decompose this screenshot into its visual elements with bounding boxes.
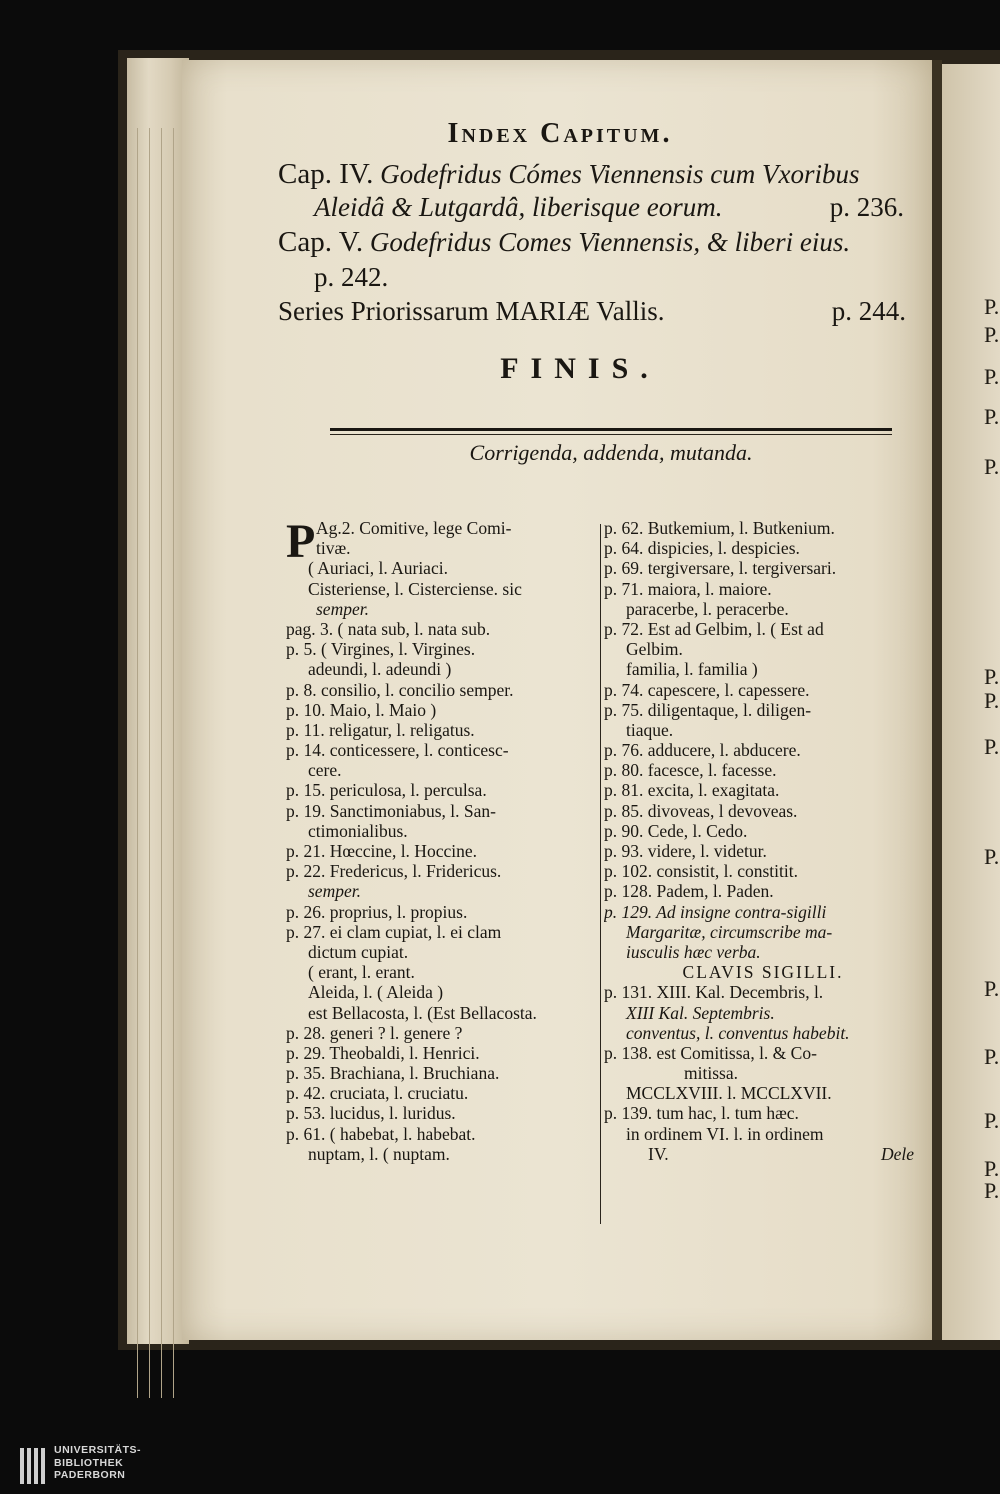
errata-line: familia, l. familia ) — [626, 659, 758, 680]
toc-chapter-number: Cap. IV. — [278, 158, 374, 190]
errata-line: Margaritæ, circumscribe ma- — [626, 921, 833, 942]
errata-line: p. 138. est Comitissa, l. & Co- — [604, 1042, 817, 1063]
errata-line: p. 90. Cede, l. Cedo. — [604, 820, 748, 841]
library-emblem-icon — [18, 1444, 50, 1488]
finis-heading: FINIS. — [500, 352, 660, 385]
toc-page-number: p. 244. — [831, 296, 906, 326]
errata-line: Cisteriense, l. Cisterciense. sic — [308, 578, 522, 599]
toc-chapter-title: Aleidâ & Lutgardâ, liberisque eorum. — [314, 192, 723, 222]
facing-page-fragment: P. — [984, 1044, 1000, 1069]
errata-line: mitissa. — [684, 1063, 738, 1084]
library-name — [54, 1444, 141, 1482]
errata-line: p. 22. Fredericus, l. Fridericus. — [286, 861, 502, 882]
errata-line: p. 75. diligentaque, l. diligen- — [604, 699, 812, 720]
facing-page-fragment: P. — [984, 734, 1000, 759]
errata-line: p. 35. Brachiana, l. Bruchiana. — [286, 1063, 500, 1084]
errata-line: p. 139. tum hac, l. tum hæc. — [604, 1103, 799, 1124]
facing-page-fragment: P. — [984, 976, 1000, 1001]
toc-entry — [314, 192, 904, 223]
toc-chapter-title: Godefridus Comes Viennensis, & liberi eius. — [369, 227, 851, 257]
errata-line: adeundi, l. adeundi ) — [308, 659, 452, 680]
facing-page-fragment: P. — [984, 294, 1000, 319]
toc-page-number: p. 236. — [829, 192, 904, 222]
library-logo — [18, 1444, 318, 1488]
section-rule-thin — [330, 434, 892, 435]
errata-line: p. 27. ei clam cupiat, l. ei clam — [286, 921, 502, 942]
errata-line: conventus, l. conventus habebit. — [626, 1022, 850, 1043]
errata-line: tivæ. — [316, 538, 351, 559]
errata-line: p. 26. proprius, l. propius. — [286, 901, 468, 922]
errata-line: p. 129. Ad insigne contra-sigilli — [604, 901, 827, 922]
errata-line-text: IV. — [648, 1143, 669, 1164]
errata-line: p. 64. dispicies, l. despicies. — [604, 538, 800, 559]
corrigenda-right-column — [604, 518, 922, 1164]
errata-line: ( erant, l. erant. — [308, 962, 415, 983]
toc-chapter-title: Godefridus Cómes Viennensis cum Vxoribus — [380, 159, 860, 189]
errata-line: dictum cupiat. — [308, 941, 409, 962]
errata-line: ( Auriaci, l. Auriaci. — [308, 558, 448, 579]
errata-line: Aleida, l. ( Aleida ) — [308, 982, 444, 1003]
errata-line: p. 61. ( habebat, l. habebat. — [286, 1123, 476, 1144]
library-name-line: PADERBORN — [54, 1469, 126, 1481]
corrigenda-left-column — [286, 515, 598, 1164]
errata-line: p. 11. religatur, l. religatus. — [286, 719, 475, 740]
errata-line: p. 80. facesce, l. facesse. — [604, 760, 777, 781]
facing-page-fragment: P. — [984, 1178, 1000, 1203]
errata-line: p. 19. Sanctimoniabus, l. San- — [286, 800, 496, 821]
errata-line: cere. — [308, 760, 342, 781]
column-divider — [600, 524, 601, 1224]
toc-entry — [278, 226, 850, 259]
errata-line: p. 28. generi ? l. genere ? — [286, 1022, 463, 1043]
errata-line: p. 76. adducere, l. abducere. — [604, 740, 801, 761]
errata-line: p. 81. excita, l. exagitata. — [604, 780, 780, 801]
toc-chapter-title: Series Priorissarum MARIÆ Vallis. — [278, 296, 665, 326]
errata-line: pag. 3. ( nata sub, l. nata sub. — [286, 618, 491, 639]
errata-line: semper. — [316, 598, 369, 619]
errata-line: paracerbe, l. peracerbe. — [626, 598, 789, 619]
page-edges — [127, 58, 189, 1344]
index-title: Index Capitum. — [447, 118, 673, 149]
errata-line — [604, 1144, 922, 1164]
errata-line: ctimonialibus. — [308, 820, 408, 841]
errata-line: p. 8. consilio, l. concilio semper. — [286, 679, 514, 700]
errata-line: p. 69. tergiversare, l. tergiversari. — [604, 558, 837, 579]
errata-line: tiaque. — [626, 719, 674, 740]
errata-line: est Bellacosta, l. (Est Bellacosta. — [308, 1002, 537, 1023]
library-name-line: BIBLIOTHEK — [54, 1456, 124, 1469]
toc-page-number: p. 242. — [314, 262, 389, 292]
errata-line: p. 5. ( Virgines, l. Virgines. — [286, 639, 476, 660]
book-gutter — [932, 60, 942, 1340]
corrigenda-heading: Corrigenda, addenda, mutanda. — [469, 440, 753, 465]
errata-line: MCCLXVIII. l. MCCLXVII. — [626, 1083, 832, 1104]
errata-line: p. 102. consistit, l. constitit. — [604, 861, 798, 882]
facing-page-fragment: P. — [984, 1156, 1000, 1181]
drop-capital: P — [286, 515, 316, 568]
errata-line: p. 14. conticessere, l. conticesc- — [286, 740, 509, 761]
errata-line: p. 62. Butkemium, l. Butkenium. — [604, 518, 835, 538]
errata-line: p. 74. capescere, l. capessere. — [604, 679, 810, 700]
facing-page — [942, 64, 1000, 1340]
toc-chapter-number: Cap. V. — [278, 226, 364, 258]
errata-line: p. 42. cruciata, l. cruciatu. — [286, 1083, 469, 1104]
facing-page-fragment: P. — [984, 664, 1000, 689]
errata-line: p. 71. maiora, l. maiore. — [604, 578, 772, 599]
facing-page-fragment: P. — [984, 844, 1000, 869]
errata-line: semper. — [308, 881, 361, 902]
library-name-line: UNIVERSITÄTS- — [54, 1444, 142, 1456]
errata-line: p. 53. lucidus, l. luridus. — [286, 1103, 456, 1124]
facing-page-fragment: P. — [984, 364, 1000, 389]
errata-line: p. 72. Est ad Gelbim, l. ( Est ad — [604, 618, 824, 639]
facing-page-fragment: P. — [984, 322, 1000, 347]
catchword: Dele — [880, 1143, 914, 1164]
toc-entry — [278, 158, 860, 191]
errata-line: p. 93. videre, l. videtur. — [604, 841, 767, 861]
errata-line: p. 10. Maio, l. Maio ) — [286, 699, 437, 720]
errata-line: iusculis hæc verba. — [626, 941, 761, 962]
errata-line: in ordinem VI. l. in ordinem — [626, 1123, 824, 1144]
facing-page-fragment: P. — [984, 688, 1000, 713]
errata-line: p. 29. Theobaldi, l. Henrici. — [286, 1042, 480, 1063]
facing-page-fragment: P. — [984, 404, 1000, 429]
errata-line: p. 15. periculosa, l. perculsa. — [286, 780, 487, 801]
toc-entry — [278, 296, 906, 327]
toc-entry — [314, 262, 388, 293]
facing-page-fragment: P. — [984, 454, 1000, 479]
errata-line: nuptam, l. ( nuptam. — [308, 1143, 450, 1164]
errata-line: p. 21. Hœccine, l. Hoccine. — [286, 841, 477, 861]
facing-page-fragment: P. — [984, 1108, 1000, 1133]
errata-line: p. 85. divoveas, l devoveas. — [604, 800, 798, 821]
errata-line: CLAVIS SIGILLI. — [682, 962, 844, 983]
errata-line: p. 128. Padem, l. Paden. — [604, 881, 774, 902]
errata-line: XIII Kal. Septembris. — [626, 1002, 775, 1023]
errata-line: Ag.2. Comitive, lege Comi- — [316, 518, 512, 538]
section-rule — [330, 428, 892, 431]
errata-line: p. 131. XIII. Kal. Decembris, l. — [604, 982, 824, 1003]
errata-line: Gelbim. — [626, 639, 683, 660]
